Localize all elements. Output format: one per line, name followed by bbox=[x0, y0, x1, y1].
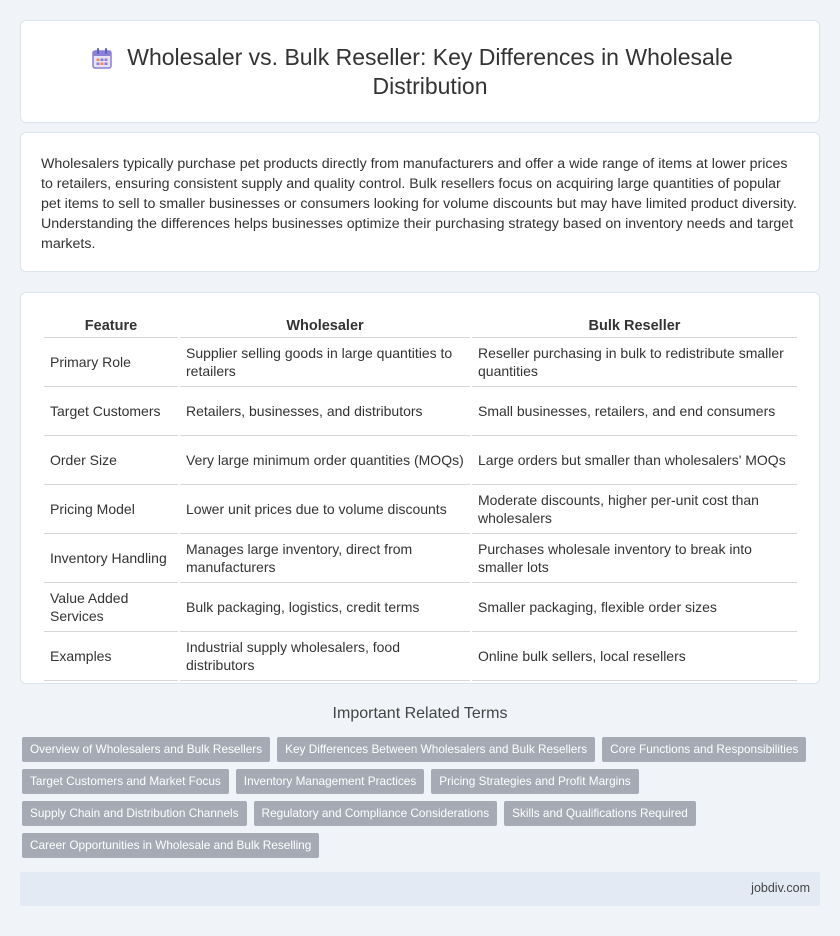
page-title: Wholesaler vs. Bulk Reseller: Key Differences in Wholesale Distribution bbox=[127, 43, 733, 99]
table-row bbox=[44, 632, 797, 681]
bulk-reseller-cell: Small businesses, retailers, and end consumers bbox=[472, 387, 797, 436]
footer-site-link[interactable]: jobdiv.com bbox=[751, 881, 810, 895]
related-term-tag[interactable]: Core Functions and Responsibilities bbox=[602, 737, 806, 762]
wholesaler-cell: Lower unit prices due to volume discounts bbox=[180, 485, 470, 534]
bulk-reseller-cell: Moderate discounts, higher per-unit cost than wholesalers bbox=[472, 485, 797, 534]
related-term-tag[interactable]: Overview of Wholesalers and Bulk Resellers bbox=[22, 737, 270, 762]
feature-cell: Inventory Handling bbox=[44, 534, 178, 583]
table-row bbox=[44, 583, 797, 632]
bulk-reseller-cell: Reseller purchasing in bulk to redistribute smaller quantities bbox=[472, 338, 797, 387]
table-header-row bbox=[44, 312, 797, 338]
table-row bbox=[44, 485, 797, 534]
feature-cell: Pricing Model bbox=[44, 485, 178, 534]
title-card bbox=[20, 20, 820, 123]
wholesaler-cell: Industrial supply wholesalers, food distributors bbox=[180, 632, 470, 681]
footer bbox=[20, 872, 820, 906]
column-header-wholesaler: Wholesaler bbox=[180, 312, 470, 338]
bulk-reseller-cell: Smaller packaging, flexible order sizes bbox=[472, 583, 797, 632]
related-terms-list bbox=[22, 737, 822, 865]
related-term-tag[interactable]: Supply Chain and Distribution Channels bbox=[22, 801, 247, 826]
related-term-tag[interactable]: Pricing Strategies and Profit Margins bbox=[431, 769, 638, 794]
column-header-bulk-reseller: Bulk Reseller bbox=[472, 312, 797, 338]
feature-cell: Primary Role bbox=[44, 338, 178, 387]
intro-card bbox=[20, 132, 820, 272]
bulk-reseller-cell: Purchases wholesale inventory to break into smaller lots bbox=[472, 534, 797, 583]
intro-paragraph: Wholesalers typically purchase pet products directly from manufacturers and offer a wide range of items at lower prices to retailers, ensuring consistent supply and quality control. Bulk resellers focus on acquiring large quantities of popular pet items to sell to smaller businesses or consumers looking for volume discounts but may have limited product diversity. Understanding the differences helps businesses optimize their purchasing strategy based on inventory needs and target markets. bbox=[41, 156, 797, 252]
wholesaler-cell: Retailers, businesses, and distributors bbox=[180, 387, 470, 436]
comparison-table bbox=[42, 312, 799, 681]
wholesaler-cell: Bulk packaging, logistics, credit terms bbox=[180, 583, 470, 632]
table-row bbox=[44, 387, 797, 436]
wholesaler-cell: Manages large inventory, direct from manufacturers bbox=[180, 534, 470, 583]
table-row bbox=[44, 436, 797, 485]
feature-cell: Examples bbox=[44, 632, 178, 681]
related-term-tag[interactable]: Career Opportunities in Wholesale and Bulk Reselling bbox=[22, 833, 319, 858]
bulk-reseller-cell: Online bulk sellers, local resellers bbox=[472, 632, 797, 681]
related-term-tag[interactable]: Target Customers and Market Focus bbox=[22, 769, 229, 794]
wholesaler-cell: Supplier selling goods in large quantities to retailers bbox=[180, 338, 470, 387]
related-term-tag[interactable]: Inventory Management Practices bbox=[236, 769, 424, 794]
table-row bbox=[44, 338, 797, 387]
comparison-card bbox=[20, 292, 820, 684]
related-term-tag[interactable]: Regulatory and Compliance Considerations bbox=[254, 801, 498, 826]
related-term-tag[interactable]: Skills and Qualifications Required bbox=[504, 801, 696, 826]
feature-cell: Order Size bbox=[44, 436, 178, 485]
feature-cell: Value Added Services bbox=[44, 583, 178, 632]
related-term-tag[interactable]: Key Differences Between Wholesalers and Bulk Resellers bbox=[277, 737, 595, 762]
column-header-feature: Feature bbox=[44, 312, 178, 338]
feature-cell: Target Customers bbox=[44, 387, 178, 436]
related-terms-heading: Important Related Terms bbox=[332, 705, 508, 722]
bulk-reseller-cell: Large orders but smaller than wholesalers' MOQs bbox=[472, 436, 797, 485]
table-row bbox=[44, 534, 797, 583]
wholesaler-cell: Very large minimum order quantities (MOQs) bbox=[180, 436, 470, 485]
